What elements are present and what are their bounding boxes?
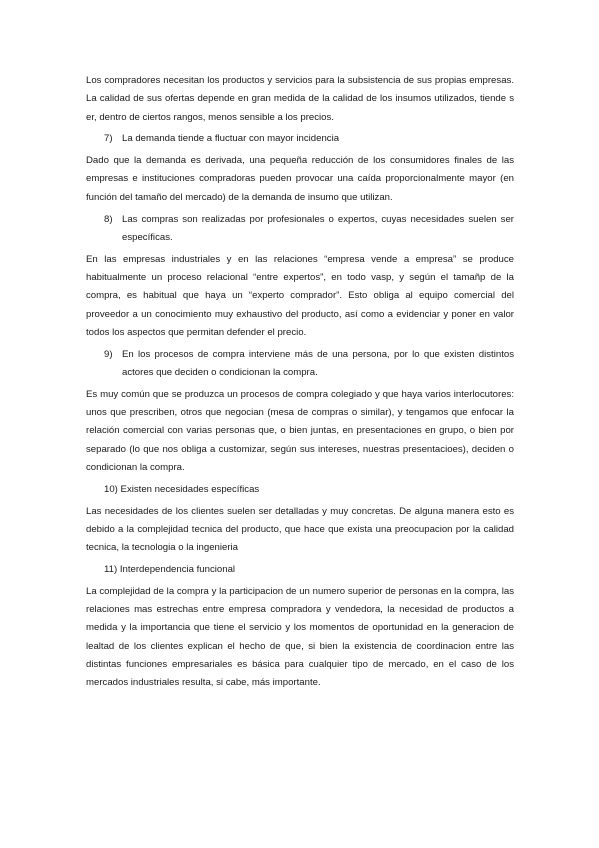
list-item-10 [86, 481, 514, 499]
list-item-9 [86, 346, 514, 383]
paragraph-compra-colegiada: Es muy común que se produzca un procesos de compra colegiado y que haya varios interlocutores: unos que prescriben, otros que negocian (mesa de compras o similar), y tengamos que enfocar la relación comercial con varias personas que, o bien juntas, en presentaciones en grupo, o bien por separado (lo que nos obliga a customizar, según sus intereses, nuestras presentacioes), deciden o condicionan la compra. [86, 388, 514, 473]
item-text: La demanda tiende a fluctuar con mayor incidencia [122, 133, 340, 145]
paragraph-compradores: Los compradores necesitan los productos y servicios para la subsistencia de sus propias empresas. La calidad de sus ofertas depende en gran medida de la calidad de los insumos utilizados, tiende s er, dentro de ciertos rangos, menos sensible a los precios. [86, 75, 514, 123]
item-number: 7) [104, 133, 113, 145]
item-text: Interdependencia funcional [119, 563, 236, 575]
paragraph-demanda-derivada: Dado que la demanda es derivada, una pequeña reducción de los consumidores finales de las empresas e instituciones compradoras pueden provocar una caída proporcionalmente mayor (en función del tamaño del mercado) de la demanda de insumo que utilizan. [86, 155, 514, 203]
paragraph-complejidad-compra: La complejidad de la compra y la participacion de un numero superior de personas en la compra, las relaciones mas estrechas entre empresa compradora y vendedora, la necesidad de productos a medida y la importancia que tiene el servicio y los momentos de oportunidad en la generacion de lealtad de los clientes explican el hecho de que, si bien la existencia de coordinacion entre las distintas funciones empresariales es básica para cualquier tipo de mercado, en el caso de los mercados industriales resulta, si cabe, más importante. [86, 585, 514, 689]
paragraph-necesidades-clientes: Las necesidades de los clientes suelen ser detalladas y muy concretas. De alguna manera esto es debido a la complejidad tecnica del producto, que hace que exista una preocupacion por la calidad tecnica, la tecnologia o la ingenieria [86, 505, 514, 554]
item-text: Existen necesidades específicas [120, 483, 260, 495]
item-number: 9) [104, 348, 113, 360]
document-page [86, 72, 514, 696]
list-item-11 [86, 561, 514, 579]
item-number: 11) [104, 563, 118, 575]
list-item-8 [86, 211, 514, 248]
item-text: En los procesos de compra interviene más de una persona, por lo que existen distintos actores que deciden o condicionan la compra. [122, 348, 514, 378]
paragraph-empresas-industriales: En las empresas industriales y en las relaciones “empresa vende a empresa” se produce habitualmente un proceso relacional “entre expertos”, en todo vasp, y según el tamañp de la compra, es habitual que haya un “experto comprador”. Esto obliga al equipo comercial del proveedor a un conocimiento muy exhaustivo del producto, así como a evidenciar y poner en valor todos los aspectos que permitan defender el precio. [86, 253, 514, 338]
list-item-7 [86, 130, 514, 148]
item-text: Las compras son realizadas por profesionales o expertos, cuyas necesidades suelen ser específicas. [122, 213, 514, 243]
item-number: 10) [104, 483, 118, 495]
item-number: 8) [104, 213, 113, 225]
